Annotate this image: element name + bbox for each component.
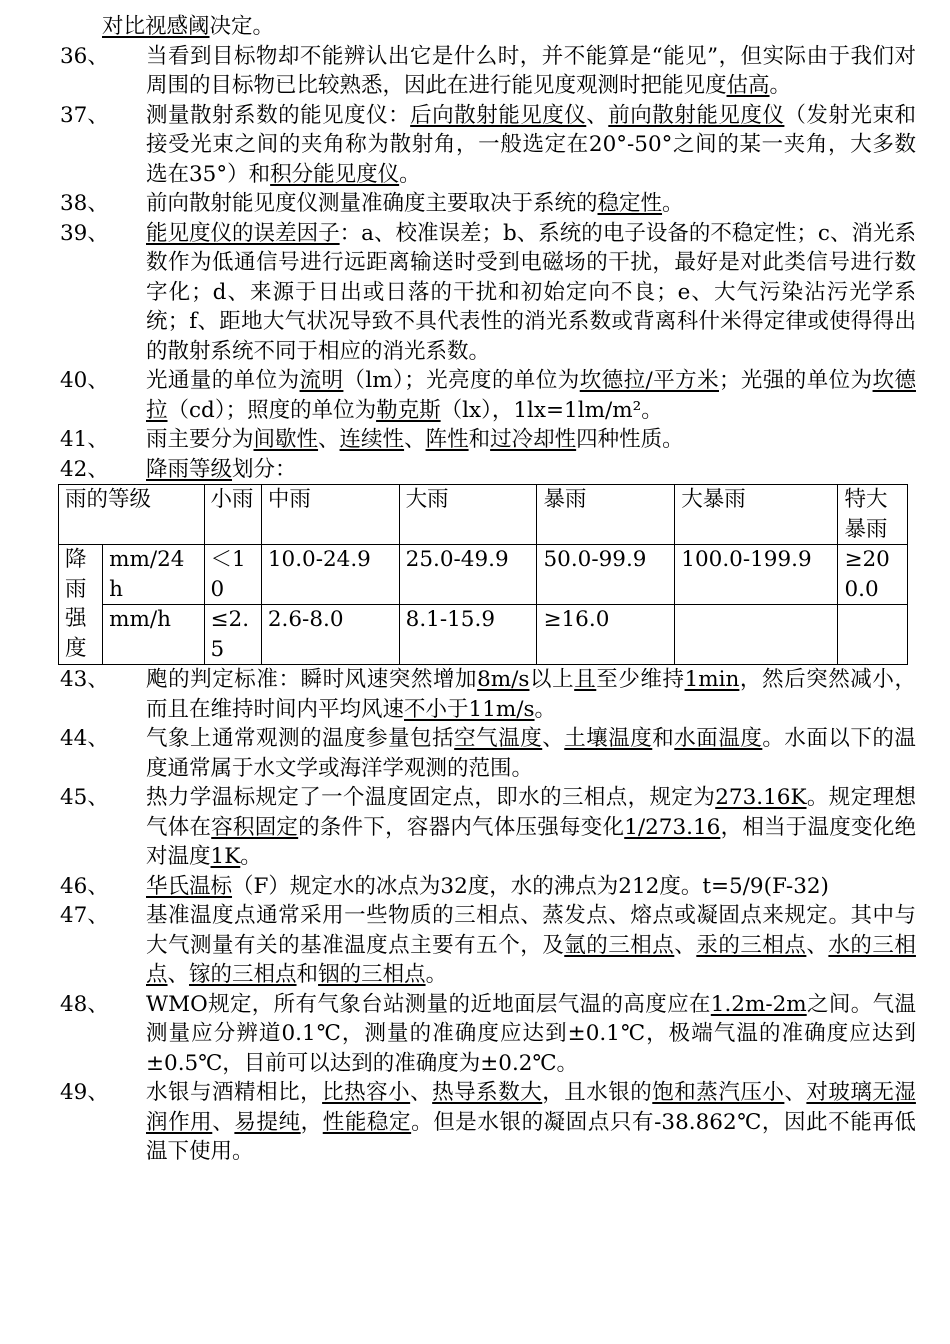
underlined-term: 铟的三相点 [318, 962, 426, 987]
underlined-term: 积分能见度仪 [270, 161, 400, 187]
item-text [146, 901, 916, 990]
table-cell: 8.1-15.9 [399, 605, 537, 665]
underlined-term: 性能稳定 [322, 1109, 412, 1135]
item-text [146, 990, 916, 1079]
table-cell: ≥16.0 [537, 605, 675, 665]
underlined-term: 不小于11m/s [404, 696, 535, 722]
text-segment: 、 [542, 726, 565, 751]
item-text [146, 455, 916, 485]
table-unit-cell: mm/h [103, 605, 204, 665]
text-segment: 以上 [529, 667, 575, 692]
table-header-cell: 特大暴雨 [838, 485, 908, 545]
text-segment: 划分： [232, 456, 297, 482]
list-item [60, 901, 916, 990]
item-list-bottom [60, 665, 916, 1167]
underlined-term: 坎德拉 [146, 368, 916, 423]
underlined-term: 空气温度 [454, 726, 543, 751]
item-text [146, 366, 916, 425]
intro-continuation [60, 12, 916, 42]
item-text [146, 724, 916, 783]
text-segment: （cd）；照度的单位为 [167, 397, 377, 423]
text-segment: 。 [769, 73, 792, 98]
underlined-term: 易提纯 [234, 1109, 301, 1135]
list-item [60, 425, 916, 455]
underlined-term: 8m/s [477, 667, 530, 692]
text-segment: 光通量的单位为 [146, 368, 300, 393]
underlined-term: 汞的三相点 [696, 932, 807, 958]
text-segment: 和 [296, 962, 319, 987]
underlined-term: 热导系数大 [432, 1080, 543, 1105]
item-number: 41、 [60, 427, 109, 452]
text-segment: 。 [534, 696, 557, 722]
list-item [60, 219, 916, 367]
text-segment: 基准温度点通常采用一些物质的三相点、蒸发点、熔点或凝固点来规定。其中与大气测量有关的基准温度点主要有五个，及 [146, 903, 916, 958]
underlined-term: 1K [210, 844, 241, 869]
item-text [146, 783, 916, 872]
table-cell: 10.0-24.9 [261, 545, 399, 605]
item-text [146, 189, 916, 219]
underlined-term: 氩的三相点 [564, 932, 675, 958]
table-row-label: 降雨强度 [59, 545, 103, 665]
text-segment: 。 [240, 844, 262, 869]
table-row [59, 545, 908, 605]
underlined-term: 对比视感阈 [102, 14, 210, 39]
underlined-term: 比热容小 [322, 1080, 411, 1105]
table-cell [838, 605, 908, 665]
item-number: 44、 [60, 726, 109, 751]
list-item [60, 1078, 916, 1167]
rainfall-grade-table [58, 484, 908, 665]
underlined-term: 镓的三相点 [189, 962, 297, 987]
text-segment: ，然后突然减小，而且在维持时间内平均风速 [146, 667, 916, 722]
underlined-term: 坎德拉/平方米 [579, 368, 719, 393]
underlined-term: 前向散射能见度仪 [608, 102, 785, 128]
underlined-term: 稳定性 [597, 191, 663, 216]
item-text [146, 665, 916, 724]
underlined-term: 1min [684, 667, 740, 692]
text-segment: 。 [425, 962, 448, 987]
text-segment: 之间。气温测量应分辨道0.1℃，测量的准确度应达到±0.1℃，极端气温的准确度应达到±0.5℃，目前可以达到的准确度为±0.2℃。 [146, 991, 916, 1076]
text-segment: 前向散射能见度仪测量准确度主要取决于系统的 [146, 191, 598, 216]
underlined-term: 273.16K [715, 785, 807, 810]
table-cell: ≤2.5 [204, 605, 261, 665]
text-segment: 飑的判定标准：瞬时风速突然增加 [146, 667, 478, 692]
text-segment: 四种性质。 [576, 427, 684, 452]
item-list-top [60, 42, 916, 485]
item-text [146, 101, 916, 190]
text-segment: 。但是水银的凝固点只有-38.862℃，因此不能再低温下使用。 [146, 1109, 916, 1164]
underlined-term: 降雨等级 [146, 456, 233, 482]
text-segment: 决定。 [209, 14, 275, 39]
underlined-term: 流明 [299, 368, 344, 393]
text-segment: ：a、校准误差；b、系统的电子设备的不稳定性；c、消光系数作为低通信号进行远距离输送时受到电磁场的干扰，最好是对此类信号进行数字化；d、来源于日出或日落的干扰和初始定向不良；e、大气污染沾污光学系统；f、距地大气状况导致不具代表性的消光系数或背离科什米得定律或使得得出的散射系统不同于相应的消光系数。 [146, 220, 916, 364]
text-segment: WMO规定，所有气象台站测量的近地面层气温的高度应在 [146, 991, 711, 1017]
item-number: 40、 [60, 368, 109, 393]
underlined-term: 华氏温标 [146, 873, 233, 899]
text-segment: 至少维持 [596, 667, 685, 692]
text-segment: 和 [652, 726, 675, 751]
text-segment: 。 [662, 191, 684, 216]
item-text [146, 219, 916, 367]
item-number: 47、 [60, 903, 109, 928]
table-cell: 2.6-8.0 [261, 605, 399, 665]
text-segment: 。规定理想气体在 [146, 785, 916, 840]
underlined-term: 勒克斯 [376, 397, 441, 423]
text-segment: 当看到目标物却不能辨认出它是什么时，并不能算是“能见”，但实际由于我们对周围的目标物已比较熟悉，因此在进行能见度观测时把能见度 [146, 43, 916, 98]
underlined-term: 土壤温度 [564, 726, 653, 751]
list-item [60, 724, 916, 783]
text-segment: ，且水银的 [542, 1080, 653, 1105]
text-segment: （发射光束和接受光束之间的夹角称为散射角，一般选定在20°-50°之间的某一夹角，大多数选在35°）和 [146, 102, 916, 187]
item-text [146, 425, 916, 455]
list-item [60, 783, 916, 872]
item-text [146, 1078, 916, 1167]
underlined-term: 能见度仪的误差因子 [146, 220, 340, 246]
text-segment: 、 [404, 427, 426, 452]
table-cell: 25.0-49.9 [399, 545, 537, 605]
text-segment: （F）规定水的冰点为32度，水的沸点为212度。t=5/9(F-32) [232, 873, 829, 899]
table-cell: ≥200.0 [838, 545, 908, 605]
table-header-cell: 大暴雨 [675, 485, 838, 545]
table-cell: ＜10 [204, 545, 261, 605]
text-segment: 。 [399, 161, 421, 187]
text-segment: 。水面以下的温度通常属于水文学或海洋学观测的范围。 [146, 726, 916, 781]
text-segment: ， [300, 1109, 323, 1135]
list-item [60, 455, 916, 485]
text-segment: ；光强的单位为 [719, 368, 873, 393]
list-item [60, 366, 916, 425]
intro-text [102, 14, 274, 39]
table-header-cell: 小雨 [204, 485, 261, 545]
text-segment: 雨主要分为 [146, 427, 254, 452]
item-number: 37、 [60, 102, 109, 128]
list-item [60, 42, 916, 101]
item-number: 42、 [60, 456, 109, 482]
text-segment: 、 [167, 962, 190, 987]
item-number: 38、 [60, 191, 109, 216]
list-item [60, 189, 916, 219]
table-header-cell: 雨的等级 [59, 485, 205, 545]
item-number: 45、 [60, 785, 109, 810]
text-segment: 热力学温标规定了一个温度固定点，即水的三相点，规定为 [146, 785, 716, 810]
underlined-term: 水面温度 [674, 726, 763, 751]
item-number: 48、 [60, 991, 109, 1017]
list-item [60, 101, 916, 190]
item-number: 36、 [60, 43, 109, 69]
text-segment: 、 [318, 427, 340, 452]
text-segment: （lx），1lx=1lm/m²。 [440, 397, 663, 423]
item-text [146, 872, 916, 902]
underlined-term: 容积固定 [211, 814, 299, 840]
table-header-cell: 暴雨 [537, 485, 675, 545]
underlined-term: 估高 [726, 73, 770, 98]
text-segment: ，相当于温度变化绝对温度 [146, 814, 916, 869]
list-item [60, 990, 916, 1079]
text-segment: 、 [212, 1109, 235, 1135]
table-row [59, 605, 908, 665]
table-cell: 50.0-99.9 [537, 545, 675, 605]
underlined-term: 饱和蒸汽压小 [652, 1080, 785, 1105]
text-segment: 、 [586, 102, 609, 128]
table-unit-cell: mm/24h [103, 545, 204, 605]
underlined-term: 1.2m-2m [710, 991, 807, 1017]
table-header-row [59, 485, 908, 545]
text-segment: 气象上通常观测的温度参量包括 [146, 726, 455, 751]
underlined-term: 后向散射能见度仪 [410, 102, 587, 128]
item-number: 39、 [60, 220, 109, 246]
table-header-cell: 中雨 [261, 485, 399, 545]
item-text [146, 42, 916, 101]
text-segment: 水银与酒精相比， [146, 1080, 323, 1105]
table-cell: 100.0-199.9 [675, 545, 838, 605]
text-segment: 、 [674, 932, 697, 958]
list-item [60, 872, 916, 902]
underlined-term: 连续性 [339, 427, 405, 452]
item-number: 46、 [60, 873, 109, 899]
list-item [60, 665, 916, 724]
underlined-term: 水的三相点 [146, 932, 916, 987]
text-segment: 和 [468, 427, 491, 452]
item-number: 43、 [60, 667, 109, 692]
text-segment: 、 [806, 932, 829, 958]
table-header-cell: 大雨 [399, 485, 537, 545]
text-segment: （lm）；光亮度的单位为 [343, 368, 580, 393]
text-segment: 的条件下，容器内气体压强每变化 [298, 814, 625, 840]
underlined-term: 阵性 [425, 427, 469, 452]
item-number: 49、 [60, 1080, 109, 1105]
underlined-term: 间歇性 [253, 427, 319, 452]
underlined-term: 过冷却性 [490, 427, 577, 452]
underlined-term: 且 [574, 667, 597, 692]
table-cell [675, 605, 838, 665]
underlined-term: 对玻璃无湿润作用 [146, 1080, 916, 1135]
text-segment: 、 [784, 1080, 807, 1105]
underlined-term: 1/273.16 [624, 814, 721, 840]
text-segment: 、 [410, 1080, 433, 1105]
text-segment: 测量散射系数的能见度仪： [146, 102, 411, 128]
